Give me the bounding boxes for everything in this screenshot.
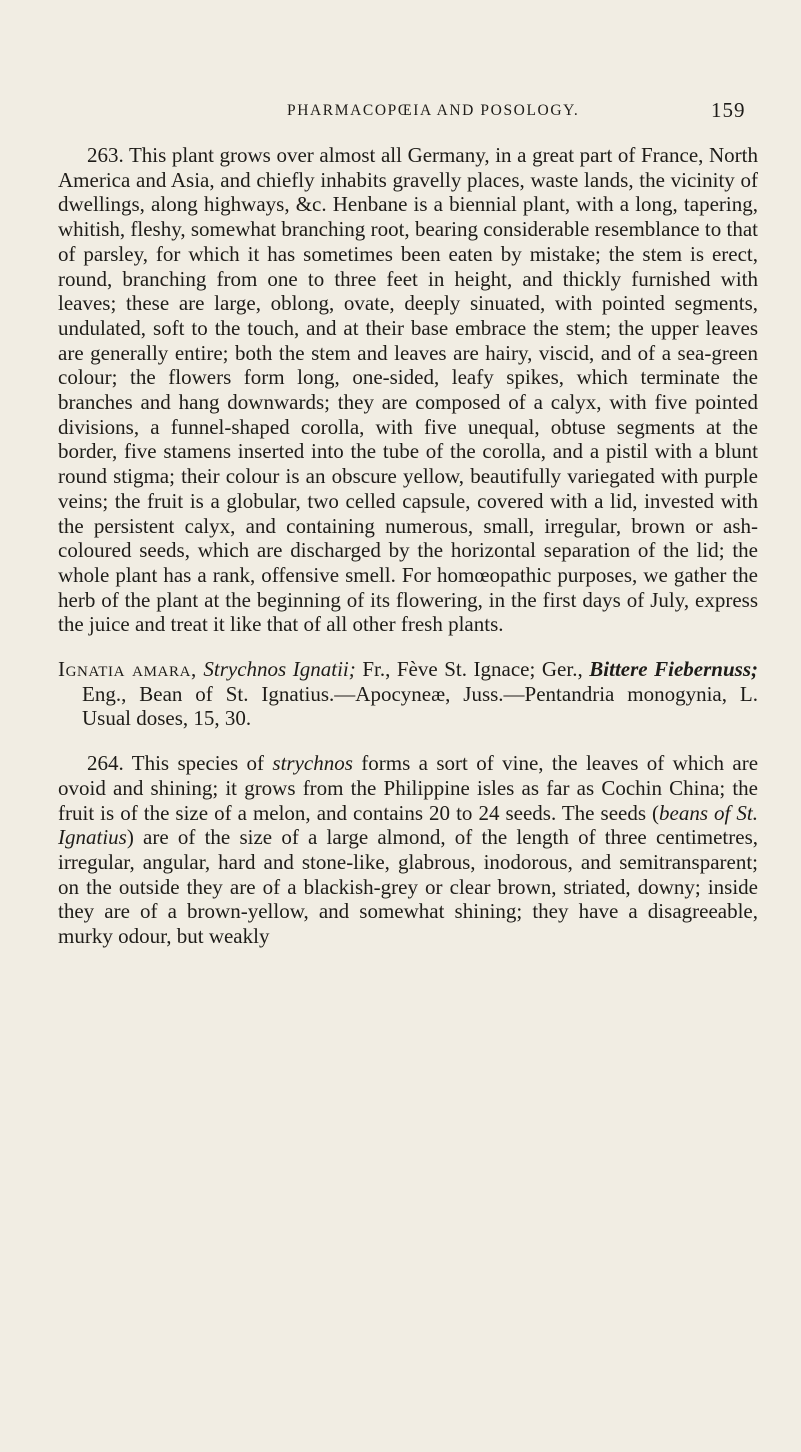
- paragraph-264-middle: forms a sort of vine, the leaves of which are ovoid and shining; it grows from the Philippine isles as far as Cochin China; the fruit is of the size of a melon, and contains 20 to 24 seeds. The seeds (: [58, 751, 759, 825]
- remedy-name: Ignatia amara,: [58, 657, 197, 682]
- paragraph-264-start: 264. This species of: [87, 751, 264, 776]
- body-text: [58, 143, 758, 949]
- french-name: Fr., Fève St. Ignace;: [362, 657, 536, 682]
- paragraph-264-end: ) are of the size of a large almond, of the length of three centimetres, irregular, angular, hard and stone-like, glabrous, inodorous, and semitransparent; on the outside they are of a blackish-grey or clear brown, striated, downy; inside they are of a brown-yellow, and somewhat shining; they have a disagreeable, murky odour, but weakly: [58, 825, 758, 949]
- running-title: PHARMACOPŒIA AND POSOLOGY.: [287, 102, 580, 119]
- paragraph-264: [58, 751, 758, 949]
- german-label: Ger.,: [541, 657, 583, 682]
- monograph-details: Eng., Bean of St. Ignatius.—Apocyneæ, Juss.—Pentandria monogynia, L. Usual doses, 15, 30.: [82, 681, 758, 731]
- german-name: Bittere Fiebernuss;: [589, 657, 758, 682]
- page-number: 159: [711, 98, 746, 122]
- paragraph-263: 263. This plant grows over almost all Germany, in a great part of France, North America and Asia, and chiefly inhabits gravelly places, waste lands, the vicinity of dwellings, along highways, &c. Henbane is a biennial plant, with a long, tapering, whitish, fleshy, somewhat branching root, bearing considerable resemblance to that of parsley, for which it has sometimes been eaten by mistake; the stem is erect, round, branching from one to three feet in height, and thickly furnished with leaves; these are large, oblong, ovate, deeply sinuated, with pointed segments, undulated, soft to the touch, and at their base embrace the stem; the upper leaves are generally entire; both the stem and leaves are hairy, viscid, and of a sea-green colour; the flowers form long, one-sided, leafy spikes, which terminate the branches and hang downwards; they are composed of a calyx, with five pointed divisions, a funnel-shaped corolla, with five unequal, obtuse segments at the border, five stamens inserted into the tube of the corolla, and a pistil with a blunt round stigma; their colour is an obscure yellow, beautifully variegated with purple veins; the fruit is a globular, two celled capsule, covered with a lid, invested with the persistent calyx, and containing numerous, small, irregular, brown or ash-coloured seeds, which are discharged by the horizontal separation of the lid; the whole plant has a rank, offensive smell. For homœopathic purposes, we gather the herb of the plant at the beginning of its flowering, in the first days of July, express the juice and treat it like that of all other fresh plants.: [58, 143, 758, 637]
- monograph-heading-ignatia: [58, 657, 758, 731]
- botanical-name: Strychnos Ignatii;: [203, 657, 356, 682]
- running-header: [0, 100, 801, 124]
- genus-strychnos: strychnos: [272, 751, 353, 776]
- beans-of-st-ignatius: beans of St. Ignatius: [58, 800, 758, 850]
